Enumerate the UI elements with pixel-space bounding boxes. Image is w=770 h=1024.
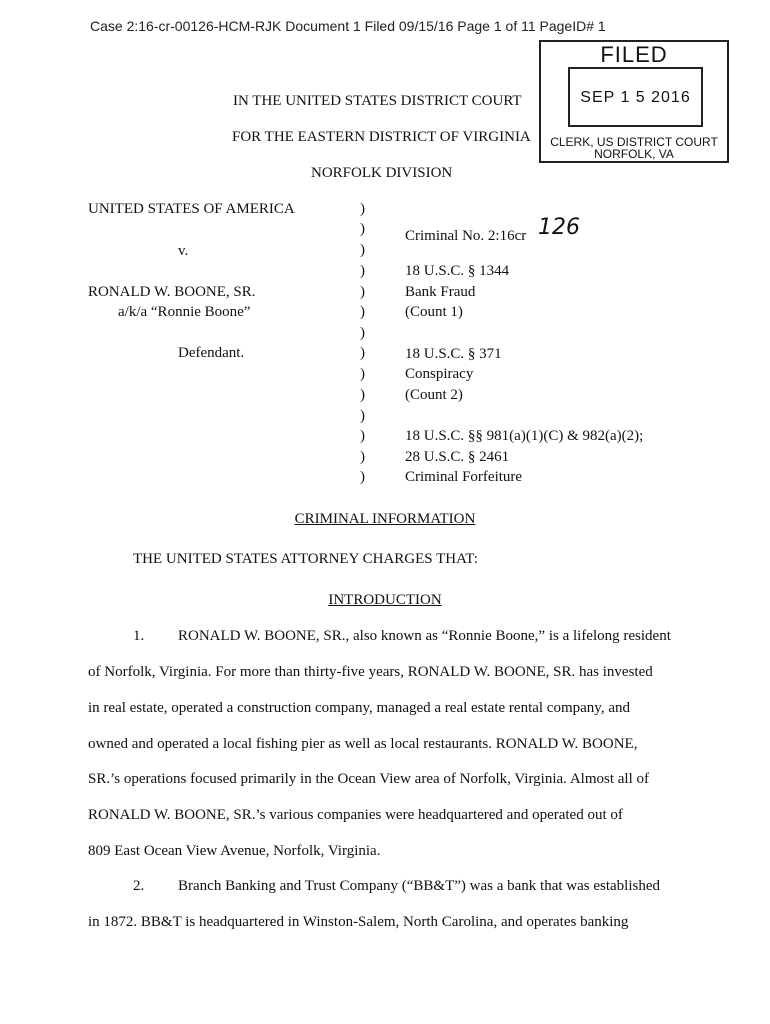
stamp-clerk-line2: NORFOLK, VA xyxy=(594,147,674,161)
document-title-wrap xyxy=(0,511,770,528)
court-line-3: NORFOLK DIVISION xyxy=(311,165,453,181)
caption-paren: ) xyxy=(360,284,365,300)
stamp-filed-label: FILED xyxy=(600,42,668,67)
paragraph-1-line: in real estate, operated a construction company, managed a real estate rental company, and xyxy=(88,700,630,716)
caption-plaintiff: UNITED STATES OF AMERICA xyxy=(88,201,295,217)
caption-paren: ) xyxy=(360,304,365,320)
caption-paren: ) xyxy=(360,428,365,444)
caption-paren: ) xyxy=(360,221,365,237)
paragraph-2-line: Branch Banking and Trust Company (“BB&T”) was a bank that was established xyxy=(178,878,661,894)
stamp-date-box xyxy=(568,67,703,127)
paragraph-1-line: owned and operated a local fishing pier as well as local restaurants. RONALD W. BOONE, xyxy=(88,736,638,752)
filed-stamp xyxy=(539,40,729,163)
paragraph-1-line: of Norfolk, Virginia. For more than thirty-five years, RONALD W. BOONE, SR. has invested xyxy=(88,664,653,680)
count-1-number: (Count 1) xyxy=(405,304,463,320)
section-heading-wrap xyxy=(0,592,770,609)
caption-paren: ) xyxy=(360,263,365,279)
paragraph-2-line: in 1872. BB&T is headquartered in Winston-Salem, North Carolina, and operates banking xyxy=(88,914,629,930)
stamp-clerk-line1: CLERK, US DISTRICT COURT xyxy=(550,135,718,149)
caption-paren: ) xyxy=(360,408,365,424)
paragraph-2-number: 2. xyxy=(133,878,145,894)
caption-versus: v. xyxy=(178,243,189,259)
caption-paren: ) xyxy=(360,201,365,217)
caption-aka: a/k/a “Ronnie Boone” xyxy=(118,304,251,320)
caption-paren: ) xyxy=(360,469,365,485)
section-heading: INTRODUCTION xyxy=(328,592,442,608)
forfeiture-statute-1: 18 U.S.C. §§ 981(a)(1)(C) & 982(a)(2); xyxy=(405,428,644,444)
charges-intro: THE UNITED STATES ATTORNEY CHARGES THAT: xyxy=(133,551,478,567)
handwritten-case-number: 126 xyxy=(537,215,580,240)
caption-paren: ) xyxy=(360,387,365,403)
count-2-statute: 18 U.S.C. § 371 xyxy=(405,346,502,362)
document-title: CRIMINAL INFORMATION xyxy=(294,511,476,527)
paragraph-1-number: 1. xyxy=(133,628,145,644)
caption-defendant: RONALD W. BOONE, SR. xyxy=(88,284,256,300)
court-line-2: FOR THE EASTERN DISTRICT OF VIRGINIA xyxy=(232,129,531,145)
caption-paren: ) xyxy=(360,325,365,341)
count-2-offense: Conspiracy xyxy=(405,366,474,382)
paragraph-1-line: RONALD W. BOONE, SR., also known as “Ronnie Boone,” is a lifelong resident xyxy=(178,628,671,644)
caption-paren: ) xyxy=(360,366,365,382)
paragraph-1-line: 809 East Ocean View Avenue, Norfolk, Virginia. xyxy=(88,843,381,859)
criminal-number xyxy=(405,215,580,246)
count-1-statute: 18 U.S.C. § 1344 xyxy=(405,263,510,279)
caption-paren: ) xyxy=(360,345,365,361)
caption-paren: ) xyxy=(360,242,365,258)
count-2-number: (Count 2) xyxy=(405,387,463,403)
criminal-number-label: Criminal No. 2:16cr xyxy=(405,228,527,244)
caption-defendant-label: Defendant. xyxy=(178,345,245,361)
count-1-offense: Bank Fraud xyxy=(405,284,476,300)
caption-paren: ) xyxy=(360,449,365,465)
stamp-date: SEP 1 5 2016 xyxy=(580,89,691,106)
forfeiture-label: Criminal Forfeiture xyxy=(405,469,523,485)
case-header: Case 2:16-cr-00126-HCM-RJK Document 1 Filed 09/15/16 Page 1 of 11 PageID# 1 xyxy=(90,18,606,34)
stamp-clerk xyxy=(541,136,727,160)
paragraph-1-line: SR.’s operations focused primarily in the Ocean View area of Norfolk, Virginia. Almost all of xyxy=(88,771,649,787)
paragraph-1-line: RONALD W. BOONE, SR.’s various companies were headquartered and operated out of xyxy=(88,807,623,823)
court-line-1: IN THE UNITED STATES DISTRICT COURT xyxy=(233,93,522,109)
forfeiture-statute-2: 28 U.S.C. § 2461 xyxy=(405,449,510,465)
